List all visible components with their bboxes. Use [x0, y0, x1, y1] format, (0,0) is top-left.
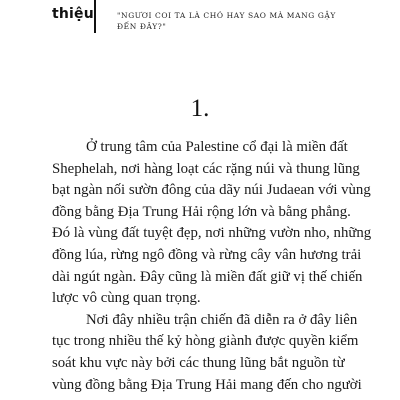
body-line: lược vô cùng quan trọng. [52, 290, 201, 307]
epigraph-line-2: ĐẾN ĐÂY?" [117, 22, 167, 31]
body-line: tục trong nhiều thế kỷ hòng giành được quyền kiểm [52, 333, 359, 350]
chapter-number: 1. [190, 95, 210, 122]
header-epigraph [117, 10, 357, 32]
header-divider [94, 0, 96, 33]
body-line: dài ngút ngàn. Đây cũng là miền đất giữ vị thế chiến [52, 268, 363, 285]
body-line: đồng bằng Địa Trung Hải rộng lớn và bằng phẳng. [52, 203, 351, 220]
body-line: Nơi đây nhiều trận chiến đã diễn ra ở đây liên [86, 311, 358, 328]
body-line: Ở trung tâm của Palestine cổ đại là miền đất [86, 139, 348, 155]
body-line: đồng lúa, rừng ngô đồng và rừng cây vân hương trải [52, 246, 362, 263]
body-line: Đó là vùng đất tuyệt đẹp, nơi những vườn nho, những [52, 225, 372, 242]
body-line: bạt ngàn nối sườn đông của dãy núi Judaean với vùng [52, 182, 371, 199]
body-line: soát khu vực này bởi các thung lũng bắt nguồn từ [52, 354, 345, 371]
epigraph-line-1: "NGƯƠI COI TA LÀ CHÓ HAY SAO MÀ MANG GẬY [117, 11, 336, 20]
body-line: Shephelah, nơi hàng loạt các rặng núi và thung lũng [52, 160, 360, 177]
body-line: vùng đồng bằng Địa Trung Hải mang đến cho người [52, 376, 362, 393]
body-text [52, 137, 397, 396]
running-header-word: thiệu [52, 6, 94, 22]
